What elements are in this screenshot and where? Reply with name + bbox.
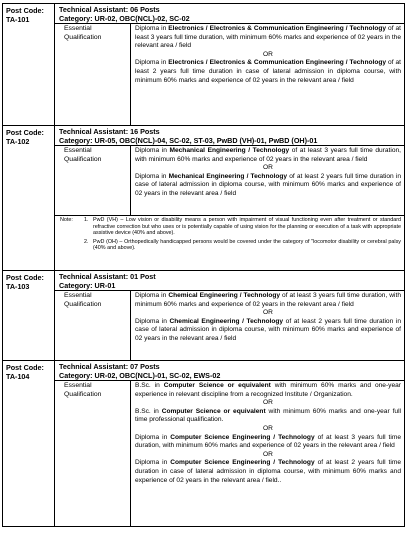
post-category: Category: UR-02, OBC(NCL)-02, SC-02 xyxy=(59,13,190,23)
qual-subject: Chemical Engineering / Technology xyxy=(169,317,284,325)
note-label: Note: xyxy=(60,217,73,223)
qualification-option xyxy=(135,59,401,85)
qualification-option xyxy=(135,25,401,51)
or-separator: OR xyxy=(263,50,273,58)
post-code-label: Post Code: xyxy=(6,6,44,15)
post-block-ta-103 xyxy=(3,271,404,361)
qualification-label-cell xyxy=(55,291,131,360)
post-category: Category: UR-01 xyxy=(59,280,116,290)
or-separator: OR xyxy=(263,399,273,407)
post-category: Category: UR-05, OBC(NCL)-04, SC-02, ST-03, PwBD (VH)-01, PwBD (OH)-01 xyxy=(59,135,318,145)
post-code-label: Post Code: xyxy=(6,273,44,282)
qualification-label: Qualification xyxy=(64,390,102,398)
qualification-option xyxy=(135,292,401,309)
qual-subject: Computer Science Engineering / Technology xyxy=(170,433,315,441)
post-code-value: TA-102 xyxy=(6,137,30,146)
qual-prefix: Diploma in xyxy=(135,59,169,67)
post-header xyxy=(55,126,404,146)
or-separator: OR xyxy=(263,424,273,432)
qualification-label: Qualification xyxy=(64,33,102,41)
post-header xyxy=(55,361,404,381)
qual-subject: Mechanical Engineering / Technology xyxy=(168,172,288,180)
qual-subject: Mechanical Engineering / Technology xyxy=(169,147,290,154)
qualification-label-cell xyxy=(55,24,131,125)
post-title: Technical Assistant: 07 Posts xyxy=(59,362,160,371)
essential-label: Essential xyxy=(64,382,92,389)
qual-details: of at least 3 years full time duration, with minimum 60% marks and experience of 02 years in the relevant area / field xyxy=(135,25,402,50)
qual-details: of at least 3 years full time duration, with minimum 60% marks and experience of 02 years in the relevant area / field xyxy=(135,292,401,308)
qualification-label-cell xyxy=(55,381,131,526)
qual-details: with minimum 60% marks and one-year experience in relevant discipline from a recognized Institute / Organization. xyxy=(135,382,401,398)
qual-prefix: Diploma in xyxy=(135,25,169,32)
qualification-option xyxy=(135,318,401,344)
qual-prefix: Diploma in xyxy=(135,317,170,325)
note-text: PwD (VH) – Low vision or disability means a person with impairment of visual functioning even after treatment or standard refractive correction but who uses or is potentially capable of using vision for the planning or execution of a task with appropriate assistive device (40% and above). xyxy=(93,217,401,237)
qual-prefix: B.Sc. in xyxy=(135,382,164,389)
qualification-text xyxy=(131,146,404,199)
post-code-label: Post Code: xyxy=(6,128,44,137)
qualification-option xyxy=(135,408,401,425)
note-text: PwD (OH) – Orthopedically handicapped persons would be covered under the category of "locomotor disability or cerebral palsy (40% and above). xyxy=(93,238,401,252)
notes-section xyxy=(55,215,404,270)
qual-details: of at least 2 years full time duration in case of lateral admission in diploma course, with minimum 60% marks and experience of 02 years in the relevant area / field.. xyxy=(135,459,401,484)
qual-details: with minimum 60% marks and one-year full time professional qualification. xyxy=(135,407,401,424)
essential-label: Essential xyxy=(64,292,92,299)
note-item xyxy=(60,239,401,252)
qualification-text xyxy=(131,381,404,485)
qual-details: of at least 3 years full time duration, with minimum 60% marks and experience of 02 years in the relevant area / field xyxy=(135,433,401,450)
qualification-label: Qualification xyxy=(64,300,102,308)
or-separator: OR xyxy=(263,450,273,458)
qual-prefix: Diploma in xyxy=(135,172,169,180)
or-separator: OR xyxy=(263,164,273,172)
qualification-option xyxy=(135,459,401,485)
qual-details: of at least 2 years full time duration in case of lateral admission in diploma course, with minimum 60% marks and experience of 02 years in the relevant area / field xyxy=(135,172,401,197)
post-title: Technical Assistant: 06 Posts xyxy=(59,5,160,14)
qualification-text xyxy=(131,24,404,85)
qualification-option xyxy=(135,382,401,399)
qual-details: of at least 2 years full time duration in case of lateral admission in diploma course, with minimum 60% marks and experience of 02 years in the relevant area / field xyxy=(135,317,401,342)
qual-subject: Computer Science or equivalent xyxy=(161,407,266,415)
qualification-option xyxy=(135,434,401,451)
qual-prefix: Diploma in xyxy=(135,459,171,467)
qualification-text xyxy=(131,291,404,344)
post-title: Technical Assistant: 16 Posts xyxy=(59,127,160,136)
qual-subject: Electronics / Electronics & Communication Engineering / Technology xyxy=(168,25,387,32)
qual-prefix: Diploma in xyxy=(135,433,171,441)
qual-prefix: Diploma in xyxy=(135,147,170,154)
post-title: Technical Assistant: 01 Post xyxy=(59,272,156,281)
qual-subject: Electronics / Electronics & Communication Engineering / Technology xyxy=(168,59,387,67)
qual-subject: Computer Science Engineering / Technology xyxy=(170,459,315,467)
post-header xyxy=(55,4,404,24)
post-block-ta-102 xyxy=(3,126,404,271)
post-code-cell xyxy=(3,361,55,526)
essential-label: Essential xyxy=(64,147,92,154)
post-code-cell xyxy=(3,271,55,360)
post-block-ta-104 xyxy=(3,361,404,526)
qual-details: of at least 2 years full time duration in case of lateral admission in diploma course, with minimum 60% marks and experience of 02 years in the relevant area / field xyxy=(135,59,402,84)
posts-table xyxy=(2,3,405,527)
post-code-value: TA-104 xyxy=(6,372,30,381)
post-code-value: TA-103 xyxy=(6,282,30,291)
qual-subject: Computer Science or equivalent xyxy=(163,382,271,389)
essential-label: Essential xyxy=(64,25,92,32)
note-number: 1. xyxy=(84,217,89,223)
qualification-option xyxy=(135,173,401,199)
qual-details: of at least 3 years full time duration, with minimum 60% marks and experience of 02 years in the relevant area / field xyxy=(135,147,401,163)
qual-prefix: Diploma in xyxy=(135,292,169,299)
post-block-ta-101 xyxy=(3,4,404,126)
post-code-value: TA-101 xyxy=(6,15,30,24)
qual-prefix: B.Sc. in xyxy=(135,407,162,415)
qualification-label-cell xyxy=(55,146,131,215)
post-code-cell xyxy=(3,4,55,125)
post-header xyxy=(55,271,404,291)
note-number: 2. xyxy=(84,238,89,245)
post-code-cell xyxy=(3,126,55,270)
qual-subject: Chemical Engineering / Technology xyxy=(168,292,281,299)
note-item xyxy=(60,217,401,237)
qualification-label: Qualification xyxy=(64,155,102,163)
post-code-label: Post Code: xyxy=(6,363,44,372)
or-separator: OR xyxy=(263,309,273,317)
qualification-option xyxy=(135,147,401,164)
post-category: Category: UR-02, OBC(NCL)-01, SC-02, EWS-02 xyxy=(59,370,221,380)
